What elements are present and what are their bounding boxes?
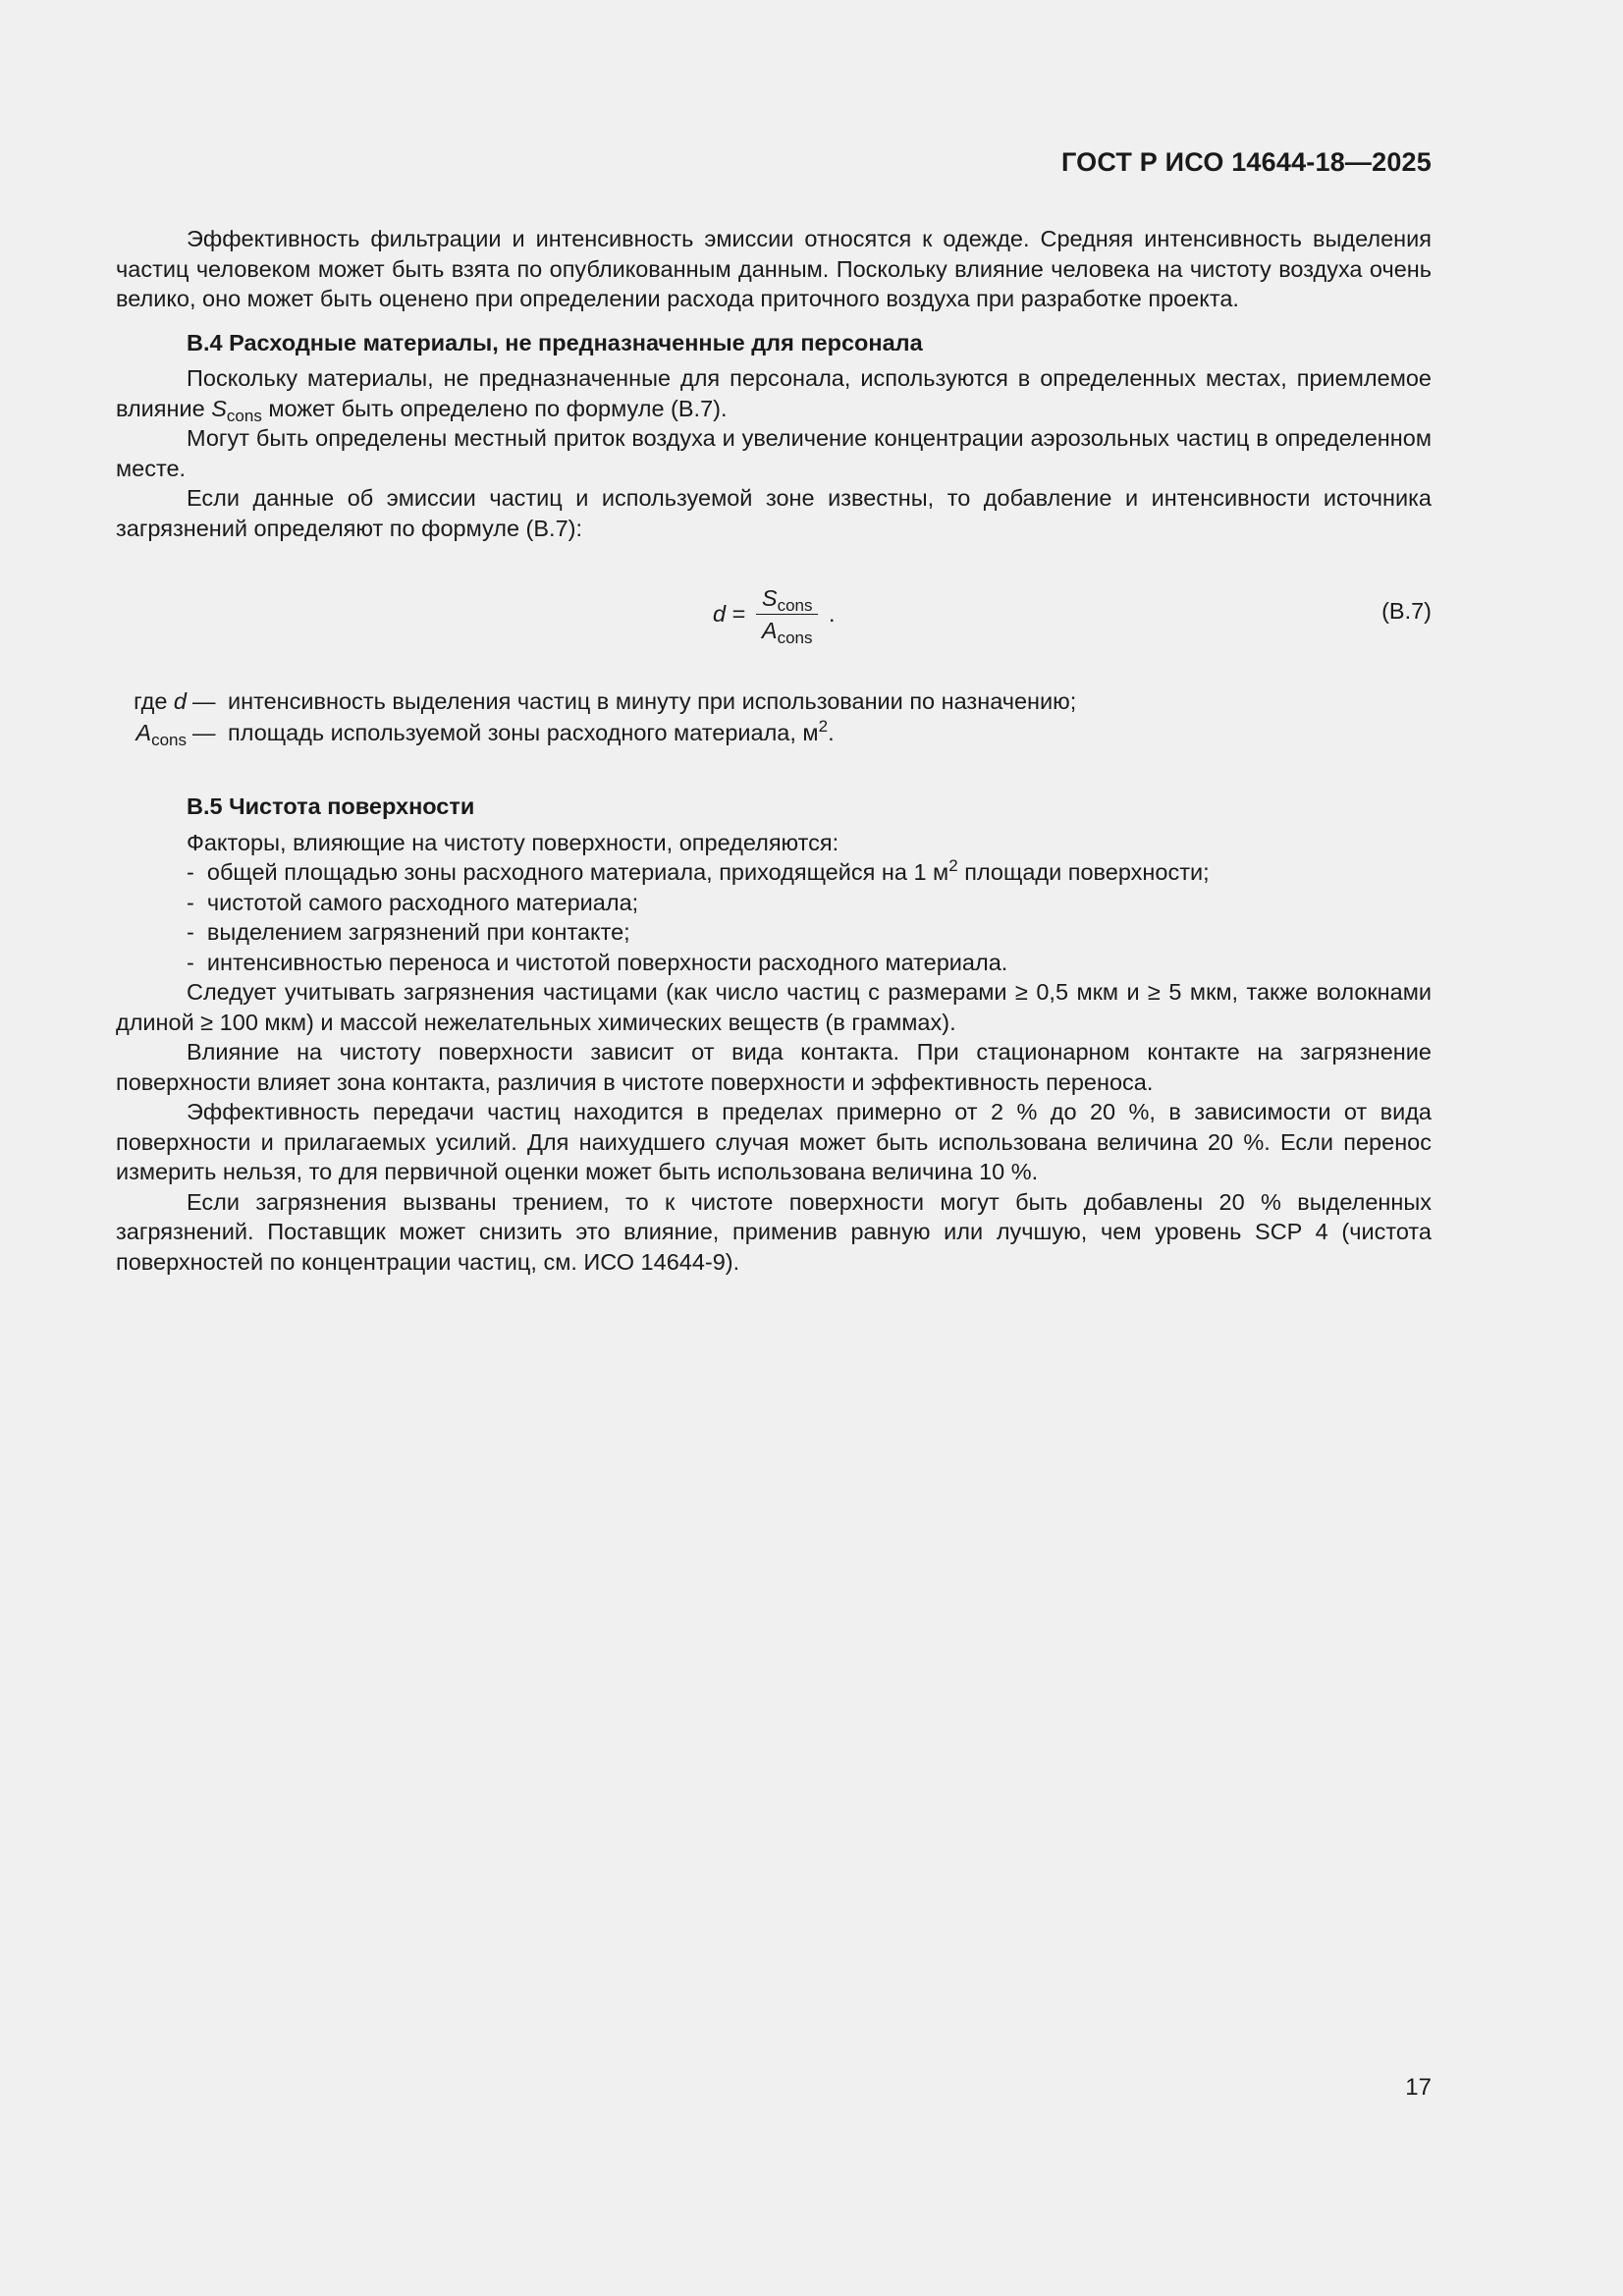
where-text-a-sup: 2 — [818, 717, 829, 736]
where-row-a — [116, 717, 1076, 748]
section-b5-paragraph-2: Влияние на чистоту поверхности зависит от вида контакта. При стационарном контакте на загрязнение поверхности влияет зона контакта, различия в чистоте поверхности и эффективность переноса. — [116, 1039, 1432, 1095]
bullet1-sup: 2 — [948, 856, 958, 875]
section-b4-heading: В.4 Расходные материалы, не предназначенные для персонала — [187, 329, 923, 355]
where-text-a-main: площадь используемой зоны расходного материала, м — [228, 720, 819, 745]
section-b4-paragraph-3: Если данные об эмиссии частиц и используемой зоне известны, то добавление и интенсивности источника загрязнений определяют по формуле (В.7): — [116, 485, 1432, 541]
intro-paragraph: Эффективность фильтрации и интенсивность эмиссии относятся к одежде. Средняя интенсивность выделения частиц человеком может быть взята по опубликованным данным. Поскольку влияние человека на чистоту воздуха очень велико, оно может быть оценено при определении расхода приточного воздуха при разработке проекта. — [116, 226, 1432, 311]
numerator-subscript: cons — [777, 595, 813, 615]
bullet-marker: - — [187, 919, 194, 945]
where-block — [116, 685, 1076, 748]
formula-fraction — [756, 584, 819, 647]
list-item — [187, 948, 1432, 978]
bullet2-text: чистотой самого расходного материала; — [206, 889, 639, 915]
section-b5-heading: В.5 Чистота поверхности — [187, 793, 475, 819]
list-item — [187, 857, 1432, 888]
bullet-marker: - — [187, 949, 194, 975]
formula-lhs: d — [713, 600, 727, 627]
denominator-subscript: cons — [777, 628, 813, 647]
bullet-marker: - — [187, 889, 194, 915]
b4-p1-text-after: может быть определено по формуле (В.7). — [261, 395, 728, 421]
where-text-a — [228, 717, 835, 748]
formula-b7 — [116, 574, 1432, 653]
cons-subscript: cons — [226, 406, 262, 425]
section-b4-paragraph-1 — [116, 363, 1432, 423]
where-dash-a: — — [192, 720, 216, 745]
bullet-marker: - — [187, 859, 194, 885]
where-symbol-a — [116, 717, 192, 748]
section-b5-paragraph-4: Если загрязнения вызваны трением, то к чистоте поверхности могут быть добавлены 20 % выделенных загрязнений. Поставщик может снизить это влияние, применив равную или лучшую, чем уровень SCP 4 (чистота поверхностей по концентрации частиц, см. ИСО 14644-9). — [116, 1188, 1432, 1275]
bullet1-text: общей площадью зоны расходного материала, приходящейся на 1 м — [206, 859, 949, 885]
denominator-symbol: A — [761, 617, 778, 643]
where-prefix: где — [134, 688, 174, 714]
list-item — [187, 917, 1432, 948]
section-b5-paragraph-1: Следует учитывать загрязнения частицами (как число частиц с размерами ≥ 0,5 мкм и ≥ 5 мкм, также волокнами длиной ≥ 100 мкм) и массой нежелательных химических веществ (в граммах). — [116, 979, 1432, 1035]
section-b5-lead: Факторы, влияющие на чистоту поверхности, определяются: — [187, 829, 839, 855]
formula-expression — [713, 574, 836, 653]
section-b5-list — [116, 857, 1432, 977]
lower-text-block — [116, 778, 1432, 1277]
s-symbol: S — [211, 395, 227, 421]
d-symbol: d — [173, 688, 187, 714]
b4-p1-text-before: Поскольку материалы, не предназначенные для персонала, используются в определенных местах, приемлемое влияние — [116, 365, 1432, 421]
bullet4-text: интенсивностью переноса и чистотой поверхности расходного материала. — [206, 949, 1008, 975]
where-text-d: интенсивность выделения частиц в минуту при использовании по назначению; — [228, 688, 1077, 714]
formula-end: . — [822, 600, 836, 627]
where-symbol-d — [116, 685, 192, 717]
formula-number: (В.7) — [1381, 598, 1432, 624]
bullet1-text-after: площади поверхности; — [957, 859, 1210, 885]
section-b4-paragraph-2: Могут быть определены местный приток воздуха и увеличение концентрации аэрозольных частиц в определенном месте. — [116, 425, 1432, 481]
section-b5-paragraph-3: Эффективность передачи частиц находится в пределах примерно от 2 % до 20 %, в зависимости от вида поверхности и прилагаемых усилий. Для наихудшего случая может быть использована величина 20 %. Если перенос измерить нельзя, то для первичной оценки может быть использована величина 10 %. — [116, 1099, 1432, 1184]
numerator-symbol: S — [761, 584, 778, 611]
s-cons-variable — [211, 395, 262, 425]
bullet3-text: выделением загрязнений при контакте; — [206, 919, 630, 945]
formula-denominator — [756, 615, 819, 647]
where-dash-d: — — [192, 688, 216, 714]
upper-text-block — [116, 224, 1432, 543]
formula-equals: = — [726, 600, 752, 627]
formula-numerator — [756, 584, 819, 615]
a-symbol: A — [135, 720, 152, 745]
a-subscript: cons — [151, 731, 187, 749]
document-header: ГОСТ Р ИСО 14644-18—2025 — [1061, 147, 1432, 177]
where-text-a-end: . — [828, 720, 835, 745]
where-row-d — [116, 685, 1076, 717]
document-page — [116, 0, 1432, 2296]
page-number: 17 — [1405, 2074, 1432, 2101]
list-item — [187, 888, 1432, 918]
